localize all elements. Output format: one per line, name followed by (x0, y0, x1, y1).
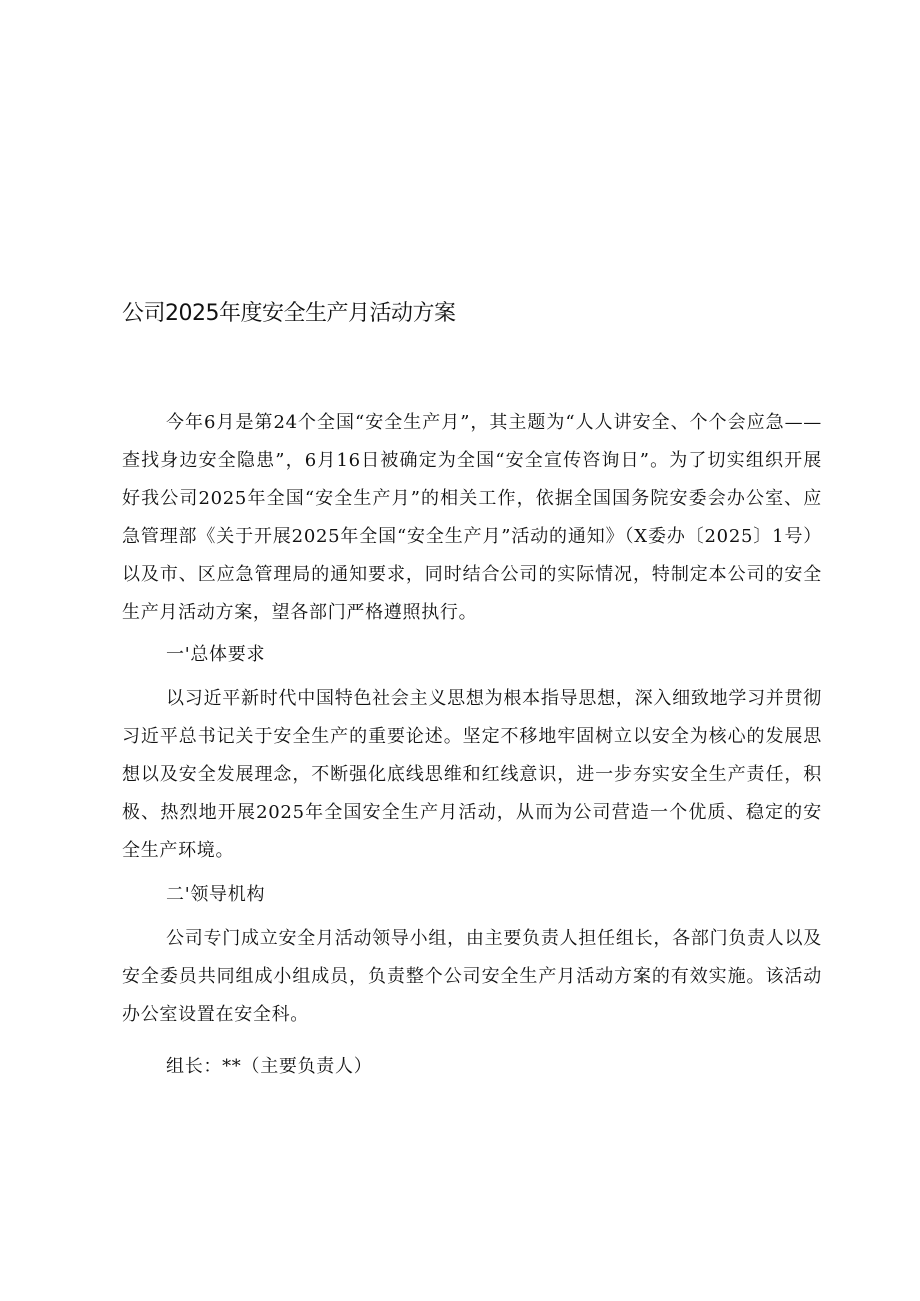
document-body (122, 404, 822, 1086)
document-title: 公司2025年度安全生产月活动方案 (122, 301, 456, 326)
group-leader-line: 组长：**（主要负责人） (166, 1056, 373, 1077)
intro-paragraph: 今年6月是第24个全国“安全生产月”，其主题为“人人讲安全、个个会应急——查找身边安全隐患”，6月16日被确定为全国“安全宣传咨询日”。为了切实组织开展好我公司2025年全国“安全生产月”的相关工作，依据全国国务院安委会办公室、应急管理部《关于开展2025年全国“安全生产月”活动的通知》（X委办〔2025〕1号）以及市、区应急管理局的通知要求，同时结合公司的实际情况，特制定本公司的安全生产月活动方案，望各部门严格遵照执行。 (122, 412, 822, 623)
leadership-paragraph: 公司专门成立安全月活动领导小组，由主要负责人担任组长，各部门负责人以及安全委员共同组成小组成员，负责整个公司安全生产月活动方案的有效实施。该活动办公室设置在安全科。 (122, 928, 822, 1025)
section-heading-leadership: 二'领导机构 (166, 884, 266, 905)
section-heading-general-requirements: 一'总体要求 (166, 644, 266, 665)
general-requirements-paragraph: 以习近平新时代中国特色社会主义思想为根本指导思想，深入细致地学习并贯彻习近平总书记关于安全生产的重要论述。坚定不移地牢固树立以安全为核心的发展思想以及安全发展理念，不断强化底线思维和红线意识，进一步夯实安全生产责任，积极、热烈地开展2025年全国安全生产月活动，从而为公司营造一个优质、稳定的安全生产环境。 (122, 688, 822, 861)
